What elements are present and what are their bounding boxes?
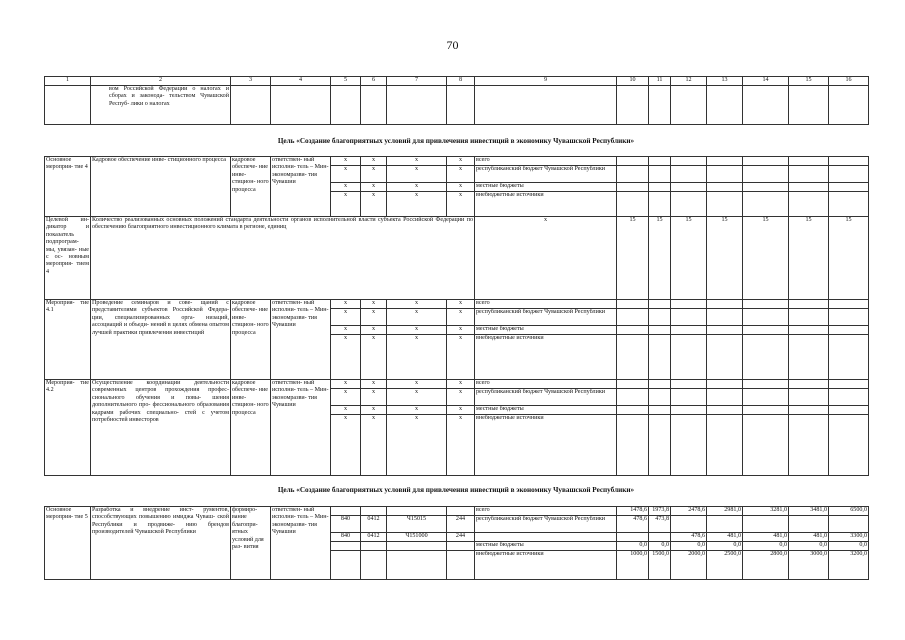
value-cell bbox=[671, 166, 707, 183]
value-cell bbox=[707, 415, 743, 476]
value-cell: 6500,0 bbox=[829, 507, 869, 516]
header-cell: 5 bbox=[331, 77, 361, 86]
goal-heading-1: Цель «Создание благоприятных условий для привлечения инвестиций в экономику Чувашской Республики» bbox=[277, 137, 635, 145]
budget-code: 244 bbox=[447, 533, 475, 542]
activity-label: Мероприя- тие 4.1 bbox=[45, 300, 91, 380]
x-mark: x bbox=[331, 389, 361, 406]
value-cell bbox=[649, 300, 671, 309]
x-mark: x bbox=[361, 406, 387, 415]
value-cell: 3200,0 bbox=[829, 551, 869, 580]
source-name: местные бюджеты bbox=[475, 542, 617, 551]
continuation-text: вом Российской Федерации о налогах и сборах и законода- тельством Чувашской Респуб- лики о налогах bbox=[91, 86, 231, 125]
value-cell bbox=[829, 157, 869, 166]
activity-name: Осуществление координации деятельности современных центров прохождения профес- сионального обучения и повы- шения дополнительного про- фессионального образования кадрами рабочих специально- стей с учетом потребностей инвесторов bbox=[91, 380, 231, 476]
value-cell bbox=[789, 300, 829, 309]
budget-code: 0412 bbox=[361, 516, 387, 533]
source-name: всего bbox=[475, 380, 617, 389]
value-cell bbox=[743, 415, 789, 476]
activity-label: Мероприя- тие 4.2 bbox=[45, 380, 91, 476]
activity-responsible: ответствен- ный исполни- тель – Мин- экономразви- тия Чувашии bbox=[271, 157, 331, 217]
value-cell: 3000,0 bbox=[789, 551, 829, 580]
value-cell bbox=[743, 380, 789, 389]
source-name: внебюджетные источники bbox=[475, 335, 617, 380]
indicator-value: 15 bbox=[743, 217, 789, 300]
value-cell bbox=[671, 380, 707, 389]
source-row bbox=[45, 300, 869, 309]
header-cell: 14 bbox=[743, 77, 789, 86]
header-cell: 15 bbox=[789, 77, 829, 86]
value-cell bbox=[743, 166, 789, 183]
activity-name: Кадровое обеспечение инве- стиционного процесса bbox=[91, 157, 231, 217]
x-mark: x bbox=[361, 309, 387, 326]
x-mark: x bbox=[331, 300, 361, 309]
value-cell bbox=[789, 192, 829, 217]
source-name: местные бюджеты bbox=[475, 183, 617, 192]
value-cell: 473,8 bbox=[649, 516, 671, 533]
value-cell bbox=[789, 309, 829, 326]
value-cell bbox=[671, 300, 707, 309]
table-continuation bbox=[44, 76, 869, 125]
value-cell bbox=[789, 326, 829, 335]
value-cell bbox=[617, 335, 649, 380]
value-cell bbox=[789, 389, 829, 406]
x-mark: x bbox=[331, 406, 361, 415]
value-cell bbox=[617, 157, 649, 166]
x-mark: x bbox=[447, 389, 475, 406]
indicator-label: Целевой ин- дикатор и показатель подпрограм- мы, увязан- ные с ос- новным мероприя- тием 4 bbox=[45, 217, 91, 300]
activity-outcome: формиро- вание благопри- ятных условий для раз- вития bbox=[231, 507, 271, 580]
value-cell bbox=[707, 516, 743, 533]
value-cell bbox=[617, 326, 649, 335]
indicator-value: 15 bbox=[707, 217, 743, 300]
value-cell bbox=[671, 389, 707, 406]
activity-outcome: кадровое обеспече- ние инве- стицион- ного процесса bbox=[231, 157, 271, 217]
value-cell bbox=[649, 380, 671, 389]
value-cell bbox=[707, 183, 743, 192]
x-mark: x bbox=[331, 183, 361, 192]
header-cell: 8 bbox=[447, 77, 475, 86]
value-cell: 3300,0 bbox=[829, 533, 869, 542]
page-number: 70 bbox=[446, 38, 459, 52]
value-cell bbox=[829, 406, 869, 415]
value-cell: 1000,0 bbox=[617, 551, 649, 580]
indicator-value: 15 bbox=[829, 217, 869, 300]
value-cell bbox=[829, 166, 869, 183]
value-cell bbox=[743, 326, 789, 335]
header-cell: 1 bbox=[45, 77, 91, 86]
value-cell bbox=[617, 389, 649, 406]
activity-responsible: ответствен- ный исполни- тель – Мин- экономразви- тия Чувашии bbox=[271, 380, 331, 476]
x-mark: x bbox=[387, 183, 447, 192]
value-cell bbox=[617, 300, 649, 309]
value-cell bbox=[829, 335, 869, 380]
source-name: внебюджетные источники bbox=[475, 192, 617, 217]
budget-code bbox=[361, 507, 387, 516]
value-cell bbox=[743, 389, 789, 406]
value-cell bbox=[671, 516, 707, 533]
value-cell bbox=[617, 406, 649, 415]
x-mark: x bbox=[361, 183, 387, 192]
value-cell bbox=[743, 516, 789, 533]
source-name: местные бюджеты bbox=[475, 406, 617, 415]
value-cell bbox=[743, 157, 789, 166]
value-cell bbox=[617, 380, 649, 389]
x-mark: x bbox=[447, 415, 475, 476]
x-mark: x bbox=[331, 309, 361, 326]
source-name: республиканский бюджет Чувашской Республики bbox=[475, 389, 617, 406]
budget-code bbox=[447, 542, 475, 551]
x-mark: x bbox=[387, 157, 447, 166]
value-cell: 1500,0 bbox=[649, 551, 671, 580]
value-cell: 0,0 bbox=[743, 542, 789, 551]
value-cell bbox=[671, 415, 707, 476]
indicator-value: 15 bbox=[671, 217, 707, 300]
value-cell bbox=[617, 192, 649, 217]
value-cell: 1478,6 bbox=[617, 507, 649, 516]
header-row bbox=[45, 77, 869, 86]
x-mark: x bbox=[387, 309, 447, 326]
value-cell: 2500,0 bbox=[707, 551, 743, 580]
header-cell: 16 bbox=[829, 77, 869, 86]
budget-code bbox=[361, 542, 387, 551]
value-cell bbox=[789, 380, 829, 389]
x-mark: x bbox=[447, 326, 475, 335]
value-cell bbox=[671, 335, 707, 380]
m41-block bbox=[45, 300, 869, 380]
activity-responsible: ответствен- ный исполни- тель – Мин- экономразви- тия Чувашии bbox=[271, 300, 331, 380]
header-cell: 10 bbox=[617, 77, 649, 86]
value-cell: 1973,8 bbox=[649, 507, 671, 516]
value-cell bbox=[649, 326, 671, 335]
value-cell bbox=[829, 183, 869, 192]
indicator-row bbox=[45, 217, 869, 300]
value-cell bbox=[789, 183, 829, 192]
value-cell bbox=[649, 183, 671, 192]
x-mark: x bbox=[331, 415, 361, 476]
x-mark: x bbox=[387, 389, 447, 406]
budget-code: Ч15015 bbox=[387, 516, 447, 533]
budget-code bbox=[331, 507, 361, 516]
value-cell bbox=[649, 389, 671, 406]
source-name: внебюджетные источники bbox=[475, 415, 617, 476]
value-cell bbox=[743, 183, 789, 192]
activity-outcome: кадровое обеспече- ние инве- стицион- ного процесса bbox=[231, 380, 271, 476]
value-cell bbox=[829, 389, 869, 406]
value-cell bbox=[649, 415, 671, 476]
x-mark: x bbox=[387, 380, 447, 389]
value-cell bbox=[707, 157, 743, 166]
budget-code bbox=[387, 507, 447, 516]
x-mark: x bbox=[361, 192, 387, 217]
x-mark: x bbox=[361, 166, 387, 183]
value-cell: 0,0 bbox=[707, 542, 743, 551]
value-cell: 2800,0 bbox=[743, 551, 789, 580]
value-cell bbox=[649, 309, 671, 326]
activity-responsible: ответствен- ный исполни- тель – Мин- экономразви- тия Чувашии bbox=[271, 507, 331, 580]
x-mark: x bbox=[387, 300, 447, 309]
header-cell: 13 bbox=[707, 77, 743, 86]
value-cell: 0,0 bbox=[617, 542, 649, 551]
value-cell bbox=[671, 157, 707, 166]
value-cell: 3281,0 bbox=[743, 507, 789, 516]
x-mark: x bbox=[331, 166, 361, 183]
x-mark: x bbox=[387, 415, 447, 476]
value-cell bbox=[617, 183, 649, 192]
source-name: всего bbox=[475, 300, 617, 309]
value-cell bbox=[649, 157, 671, 166]
value-cell bbox=[649, 335, 671, 380]
budget-code bbox=[331, 551, 361, 580]
header-cell: 2 bbox=[91, 77, 231, 86]
budget-code: Ч151000 bbox=[387, 533, 447, 542]
value-cell bbox=[707, 389, 743, 406]
value-cell bbox=[649, 192, 671, 217]
value-cell bbox=[671, 183, 707, 192]
header-cell: 4 bbox=[271, 77, 331, 86]
activity-outcome: кадровое обеспече- ние инве- стицион- ного процесса bbox=[231, 300, 271, 380]
x-mark: x bbox=[361, 335, 387, 380]
value-cell bbox=[707, 309, 743, 326]
value-cell bbox=[829, 326, 869, 335]
value-cell bbox=[789, 166, 829, 183]
value-cell bbox=[789, 406, 829, 415]
table-om5 bbox=[44, 506, 869, 580]
x-mark: x bbox=[447, 380, 475, 389]
indicator-text: Количество реализованных основных положений стандарта деятельности органов исполнительной власти субъекта Российской Федерации по обеспечению благоприятного инвестиционного климата в регионе, единиц bbox=[91, 217, 475, 300]
x-mark: x bbox=[331, 157, 361, 166]
x-mark: x bbox=[387, 326, 447, 335]
budget-code: 244 bbox=[447, 516, 475, 533]
value-cell bbox=[671, 406, 707, 415]
value-cell bbox=[707, 166, 743, 183]
value-cell: 478,6 bbox=[671, 533, 707, 542]
table-main bbox=[44, 156, 869, 476]
header-cell: 3 bbox=[231, 77, 271, 86]
budget-code bbox=[361, 551, 387, 580]
indicator-value: 15 bbox=[789, 217, 829, 300]
value-cell: 2000,0 bbox=[671, 551, 707, 580]
x-mark: x bbox=[361, 380, 387, 389]
value-cell: 3481,0 bbox=[789, 507, 829, 516]
value-cell bbox=[707, 406, 743, 415]
value-cell bbox=[789, 516, 829, 533]
source-name: республиканский бюджет Чувашской Республики bbox=[475, 309, 617, 326]
activity-label: Основное мероприя- тие 5 bbox=[45, 507, 91, 580]
activity-name: Разработка и внедрение инст- рументов, способствующих повышению имиджа Чуваш- ской Республики и продвиже- нию брендов производителей Чувашской Республики bbox=[91, 507, 231, 580]
value-cell bbox=[671, 192, 707, 217]
x-mark: x bbox=[387, 406, 447, 415]
x-mark: x bbox=[447, 309, 475, 326]
source-row bbox=[45, 157, 869, 166]
value-cell bbox=[649, 406, 671, 415]
value-cell bbox=[649, 533, 671, 542]
indicator-value: 15 bbox=[617, 217, 649, 300]
value-cell bbox=[829, 415, 869, 476]
value-cell bbox=[829, 516, 869, 533]
value-cell bbox=[743, 335, 789, 380]
value-cell: 2981,0 bbox=[707, 507, 743, 516]
source-name bbox=[475, 533, 617, 542]
x-mark: x bbox=[387, 192, 447, 217]
value-cell bbox=[671, 326, 707, 335]
source-name: всего bbox=[475, 507, 617, 516]
value-cell bbox=[789, 335, 829, 380]
value-cell bbox=[707, 192, 743, 217]
x-mark: x bbox=[361, 326, 387, 335]
value-cell: 0,0 bbox=[649, 542, 671, 551]
value-cell bbox=[617, 533, 649, 542]
header-cell: 9 bbox=[475, 77, 617, 86]
value-cell: 2478,6 bbox=[671, 507, 707, 516]
x-mark: x bbox=[331, 326, 361, 335]
source-name: местные бюджеты bbox=[475, 326, 617, 335]
value-cell bbox=[707, 300, 743, 309]
source-row bbox=[45, 380, 869, 389]
value-cell: 0,0 bbox=[671, 542, 707, 551]
activity-name: Проведение семинаров и сове- щаний с представителями субъектов Российской Федера- ции, специализированных орга- низаций, ассоциаций и объеди- нений в целях обмена опытом лучшей практики привлечения инвестиций bbox=[91, 300, 231, 380]
value-cell bbox=[617, 309, 649, 326]
indicator-mark: x bbox=[475, 217, 617, 300]
source-name: республиканский бюджет Чувашской Республики bbox=[475, 516, 617, 533]
budget-code bbox=[447, 551, 475, 580]
budget-code: 840 bbox=[331, 533, 361, 542]
x-mark: x bbox=[361, 389, 387, 406]
x-mark: x bbox=[447, 166, 475, 183]
indicator-value: 15 bbox=[649, 217, 671, 300]
value-cell bbox=[707, 335, 743, 380]
value-cell bbox=[789, 157, 829, 166]
x-mark: x bbox=[331, 335, 361, 380]
finance-row bbox=[45, 507, 869, 516]
value-cell: 0,0 bbox=[789, 542, 829, 551]
om4-block bbox=[45, 157, 869, 217]
x-mark: x bbox=[387, 335, 447, 380]
budget-code bbox=[387, 551, 447, 580]
activity-label: Основное мероприя- тие 4 bbox=[45, 157, 91, 217]
value-cell bbox=[707, 380, 743, 389]
x-mark: x bbox=[447, 300, 475, 309]
x-mark: x bbox=[387, 166, 447, 183]
header-cell: 11 bbox=[649, 77, 671, 86]
value-cell bbox=[829, 309, 869, 326]
goal-heading-2: Цель «Создание благоприятных условий для привлечения инвестиций в экономику Чувашской Республики» bbox=[277, 486, 635, 494]
header-cell: 12 bbox=[671, 77, 707, 86]
m42-block bbox=[45, 380, 869, 476]
header-cell: 7 bbox=[387, 77, 447, 86]
value-cell: 481,0 bbox=[789, 533, 829, 542]
source-name: внебюджетные источники bbox=[475, 551, 617, 580]
value-cell: 481,0 bbox=[743, 533, 789, 542]
value-cell bbox=[617, 415, 649, 476]
value-cell: 0,0 bbox=[829, 542, 869, 551]
value-cell bbox=[707, 326, 743, 335]
budget-code bbox=[387, 542, 447, 551]
x-mark: x bbox=[447, 406, 475, 415]
x-mark: x bbox=[331, 192, 361, 217]
value-cell bbox=[649, 166, 671, 183]
x-mark: x bbox=[361, 300, 387, 309]
value-cell bbox=[743, 309, 789, 326]
value-cell: 478,6 bbox=[617, 516, 649, 533]
value-cell bbox=[829, 380, 869, 389]
om5-block bbox=[45, 507, 869, 580]
x-mark: x bbox=[447, 157, 475, 166]
x-mark: x bbox=[447, 335, 475, 380]
source-name: всего bbox=[475, 157, 617, 166]
budget-code bbox=[331, 542, 361, 551]
x-mark: x bbox=[361, 415, 387, 476]
value-cell bbox=[829, 300, 869, 309]
value-cell bbox=[743, 192, 789, 217]
budget-code: 840 bbox=[331, 516, 361, 533]
budget-code bbox=[447, 507, 475, 516]
value-cell bbox=[789, 415, 829, 476]
value-cell: 481,0 bbox=[707, 533, 743, 542]
x-mark: x bbox=[447, 183, 475, 192]
value-cell bbox=[617, 166, 649, 183]
source-name: республиканский бюджет Чувашской Республики bbox=[475, 166, 617, 183]
x-mark: x bbox=[331, 380, 361, 389]
value-cell bbox=[829, 192, 869, 217]
value-cell bbox=[671, 309, 707, 326]
value-cell bbox=[743, 406, 789, 415]
x-mark: x bbox=[447, 192, 475, 217]
value-cell bbox=[743, 300, 789, 309]
x-mark: x bbox=[361, 157, 387, 166]
header-cell: 6 bbox=[361, 77, 387, 86]
budget-code: 0412 bbox=[361, 533, 387, 542]
